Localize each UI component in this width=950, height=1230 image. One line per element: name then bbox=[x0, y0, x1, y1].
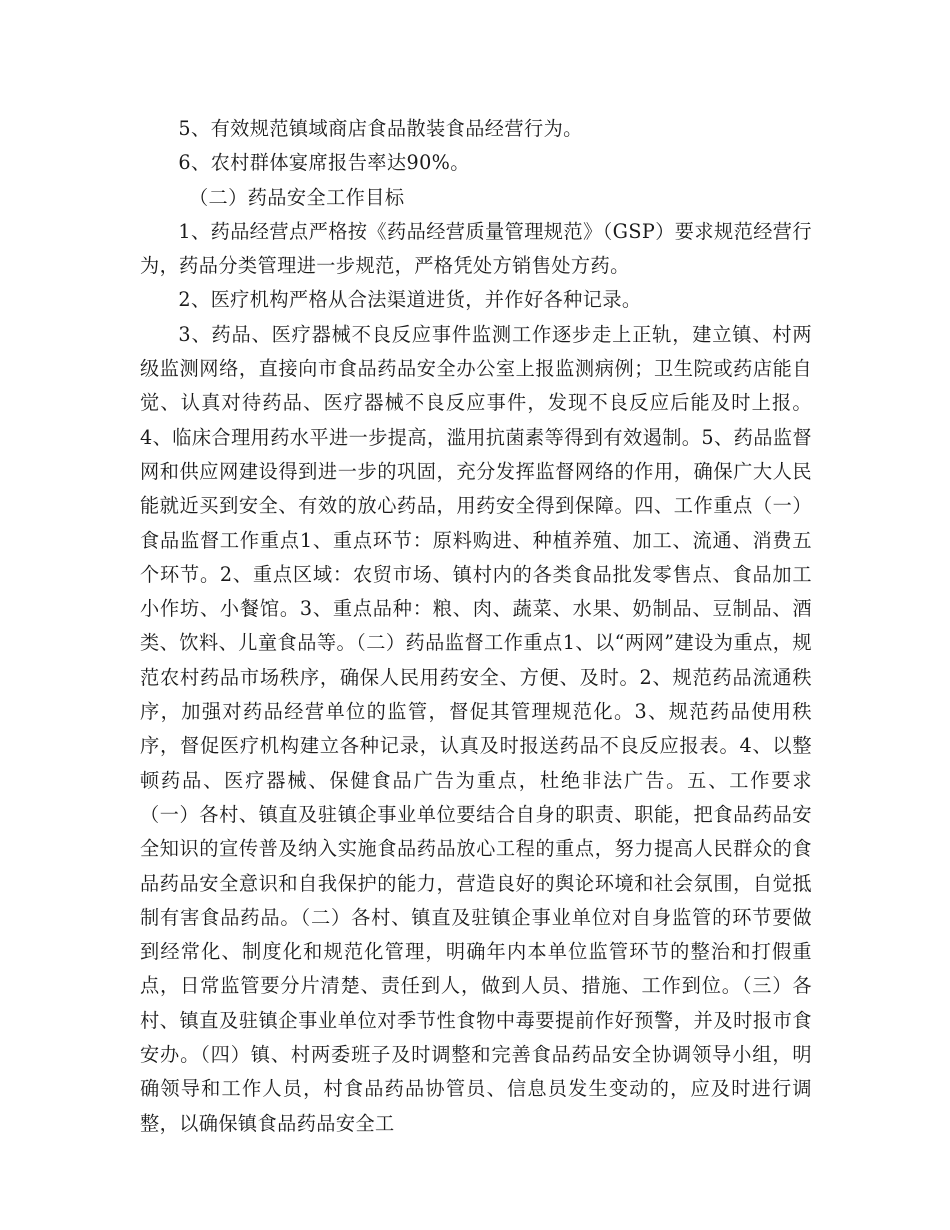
section-heading-drug-safety-goals: （二）药品安全工作目标 bbox=[188, 185, 405, 209]
paragraph-drug-goal-3-and-work: 3、药品、医疗器械不良反应事件监测工作逐步走上正轨，建立镇、村两级监测网络，直接向市食品药品安全办公室上报监测病例；卫生院或药店能自觉、认真对待药品、医疗器械不良反应事件，发现不良反应后能及时上报。4、临床合理用药水平进一步提高，滥用抗菌素等得到有效遏制。5、药品监督网和供应网建设得到进一步的巩固，充分发挥监督网络的作用，确保广大人民能就近买到安全、有效的放心药品，用药安全得到保障。四、工作重点（一）食品监督工作重点1、重点环节：原料购进、种植养殖、加工、流通、消费五个环节。2、重点区域：农贸市场、镇村内的各类食品批发零售点、食品加工小作坊、小餐馆。3、重点品种：粮、肉、蔬菜、水果、奶制品、豆制品、酒类、饮料、儿童食品等。（二）药品监督工作重点1、以“两网”建设为重点，规范农村药品市场秩序，确保人民用药安全、方便、及时。2、规范药品流通秩序，加强对药品经营单位的监管，督促其管理规范化。3、规范药品使用秩序，督促医疗机构建立各种记录，认真及时报送药品不良反应报表。4、以整顿药品、医疗器械、保健食品广告为重点，杜绝非法广告。五、工作要求（一）各村、镇直及驻镇企事业单位要结合自身的职责、职能，把食品药品安全知识的宣传普及纳入实施食品药品放心工程的重点，努力提高人民群众的食品药品安全意识和自我保护的能力，营造良好的舆论环境和社会氛围，自觉抵制有害食品药品。（二）各村、镇直及驻镇企事业单位对自身监管的环节要做到经常化、制度化和规范化管理，明确年内本单位监管环节的整治和打假重点，日常监管要分片清楚、责任到人，做到人员、措施、工作到位。（三）各村、镇直及驻镇企事业单位对季节性食物中毒要提前作好预警，并及时报市食安办。（四）镇、村两委班子及时调整和完善食品药品安全协调领导小组，明确领导和工作人员，村食品药品协管员、信息员发生变动的，应及时进行调整，以确保镇食品药品安全工 bbox=[140, 322, 812, 1135]
paragraph-drug-goal-2: 2、医疗机构严格从合法渠道进货，并作好各种记录。 bbox=[178, 288, 642, 312]
paragraph-item-5: 5、有效规范镇域商店食品散装食品经营行为。 bbox=[178, 117, 583, 140]
paragraph-drug-goal-1: 1、药品经营点严格按《药品经营质量管理规范》（GSP）要求规范经营行为，药品分类管理进一步规范，严格凭处方销售处方药。 bbox=[140, 219, 812, 278]
paragraph-item-6: 6、农村群体宴席报告率达90%。 bbox=[178, 151, 470, 175]
document-page bbox=[140, 112, 812, 1141]
